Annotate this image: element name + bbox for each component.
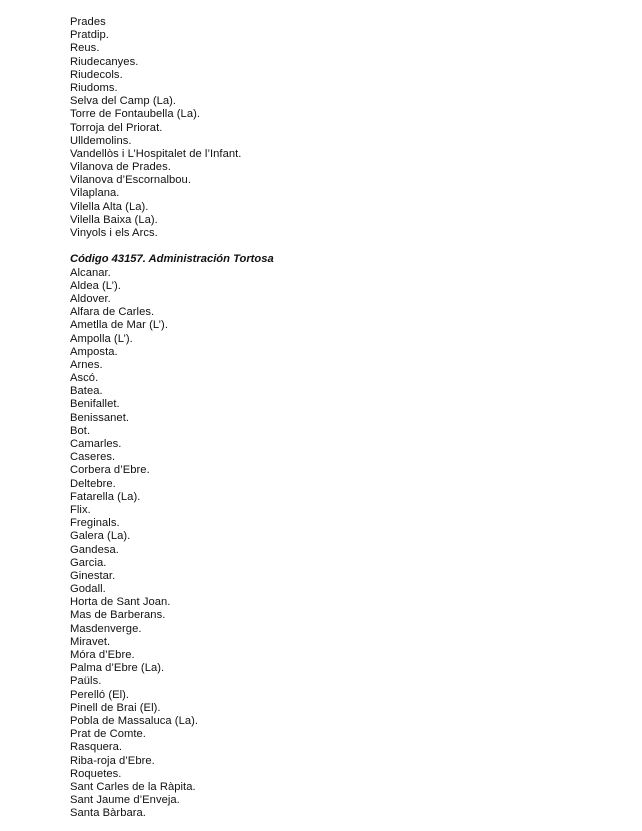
list-item: Gandesa. — [70, 543, 119, 556]
list-item: Alfara de Carles. — [70, 306, 155, 319]
list-item: Masdenverge. — [70, 622, 142, 635]
list-item: Vinyols i els Arcs. — [70, 227, 158, 239]
municipality-list-tortosa — [70, 267, 610, 821]
list-item: Ampolla (L’). — [70, 332, 133, 345]
list-item: Corbera d’Ebre. — [70, 464, 150, 477]
list-item: Móra d’Ebre. — [70, 649, 135, 661]
list-item: Aldea (L’). — [70, 279, 121, 292]
list-item: Bot. — [70, 424, 91, 437]
list-item: Pinell de Brai (El). — [70, 701, 161, 714]
list-item: Alcanar. — [70, 266, 111, 279]
document-page — [70, 16, 610, 820]
list-item: Vandellòs i L’Hospitalet de l’Infant. — [70, 147, 242, 160]
list-item: Miravet. — [70, 635, 111, 648]
list-item: Sant Jaume d’Enveja. — [70, 794, 180, 807]
list-item: Galera (La). — [70, 530, 131, 543]
list-item: Rasquera. — [70, 741, 123, 754]
municipality-list-top — [70, 16, 610, 240]
section-spacer — [70, 240, 610, 253]
list-item: Riudecols. — [70, 68, 123, 81]
list-item: Camarles. — [70, 438, 122, 450]
list-item: Vilanova d’Escornalbou. — [70, 174, 191, 187]
list-item: Fatarella (La). — [70, 490, 141, 503]
list-item: Palma d’Ebre (La). — [70, 662, 165, 675]
list-item: Ginestar. — [70, 569, 116, 582]
list-item: Mas de Barberans. — [70, 609, 166, 622]
list-item: Amposta. — [70, 345, 118, 358]
list-item: Vilella Alta (La). — [70, 200, 149, 213]
list-item: Aldover. — [70, 292, 111, 305]
list-item: Pobla de Massaluca (La). — [70, 714, 199, 727]
list-item: Garcia. — [70, 556, 107, 569]
list-item: Reus. — [70, 42, 100, 55]
list-item: Prat de Comte. — [70, 728, 146, 741]
list-item: Vilella Baixa (La). — [70, 213, 158, 226]
list-item: Perelló (El). — [70, 688, 130, 701]
list-item: Santa Bàrbara. — [70, 807, 146, 820]
list-item: Ulldemolins. — [70, 134, 132, 147]
list-item: Paüls. — [70, 675, 102, 688]
list-item: Torroja del Priorat. — [70, 121, 163, 134]
list-item: Horta de Sant Joan. — [70, 596, 171, 609]
list-item: Selva del Camp (La). — [70, 95, 177, 108]
list-item: Freginals. — [70, 517, 120, 530]
list-item: Riudoms. — [70, 81, 118, 94]
list-item: Prades — [70, 16, 106, 28]
list-item: Flix. — [70, 503, 91, 516]
list-item: Benifallet. — [70, 398, 120, 411]
section-heading-tortosa: Código 43157. Administración Tortosa — [70, 253, 274, 266]
list-item: Roquetes. — [70, 767, 122, 780]
list-item: Riudecanyes. — [70, 55, 139, 68]
list-item: Caseres. — [70, 451, 116, 464]
list-item: Vilaplana. — [70, 187, 120, 200]
list-item: Torre de Fontaubella (La). — [70, 108, 201, 121]
list-item: Riba-roja d’Ebre. — [70, 754, 155, 767]
list-item: Sant Carles de la Ràpita. — [70, 780, 196, 793]
list-item: Deltebre. — [70, 477, 116, 490]
list-item: Ascó. — [70, 372, 99, 385]
list-item: Arnes. — [70, 358, 103, 371]
list-item: Pratdip. — [70, 29, 109, 42]
list-item: Benissanet. — [70, 411, 130, 424]
list-item: Batea. — [70, 385, 103, 398]
list-item: Ametlla de Mar (L’). — [70, 319, 168, 332]
list-item: Vilanova de Prades. — [70, 161, 171, 174]
list-item: Godall. — [70, 583, 106, 596]
